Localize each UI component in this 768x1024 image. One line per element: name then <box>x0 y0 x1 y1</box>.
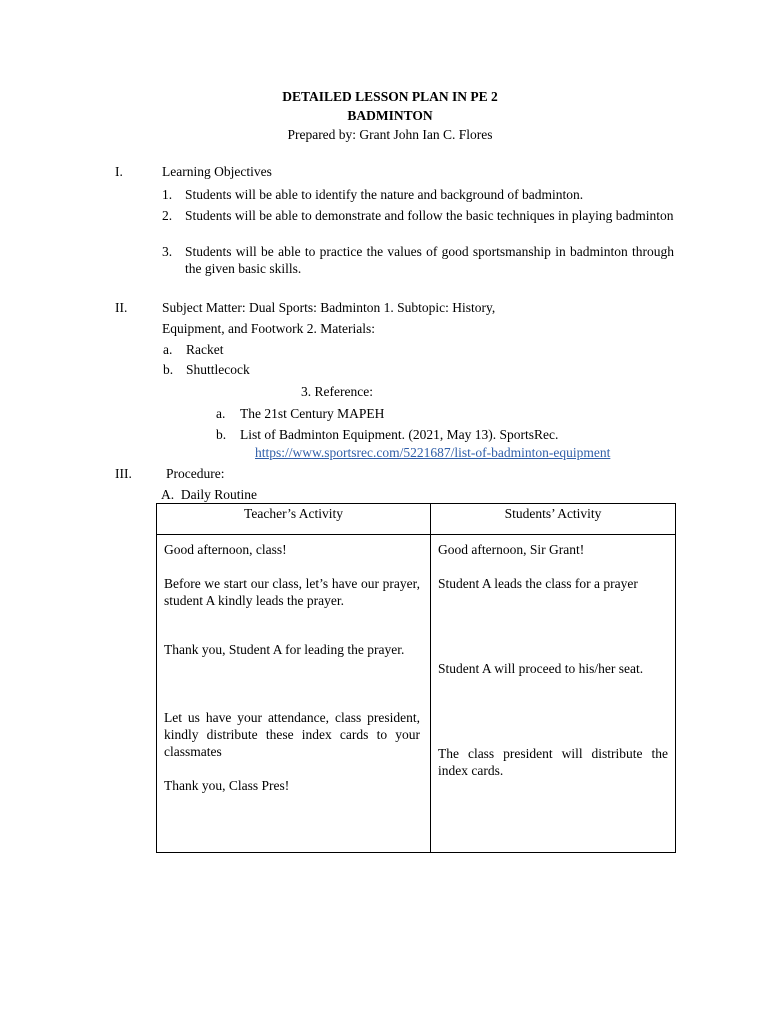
teacher-line: Thank you, Student A for leading the prayer. <box>164 642 405 657</box>
student-line: The class president will distribute the index cards. <box>438 746 668 778</box>
teacher-line: Thank you, Class Pres! <box>164 778 290 793</box>
daily-routine-heading: A. Daily Routine <box>161 487 257 502</box>
subject-matter-line2: Equipment, and Footwork 2. Materials: <box>162 321 375 336</box>
table-row <box>157 535 676 853</box>
students-activity-header: Students’ Activity <box>431 504 676 535</box>
student-line: Student A leads the class for a prayer <box>438 576 638 591</box>
objective-number: 1. <box>162 187 173 202</box>
teacher-line: Before we start our class, let’s have our prayer, student A kindly leads the prayer. <box>164 576 420 608</box>
objective-text: Students will be able to practice the values of good sportsmanship in badminton through the given basic skills. <box>185 244 674 276</box>
section-heading-objectives: Learning Objectives <box>162 164 272 179</box>
teacher-line: Let us have your attendance, class president, kindly distribute these index cards to your classmates <box>164 710 420 759</box>
objective-text: Students will be able to demonstrate and follow the basic techniques in playing badminton <box>185 208 674 223</box>
material-item: Racket <box>186 342 224 357</box>
student-line: Good afternoon, Sir Grant! <box>438 542 585 557</box>
reference-item: The 21st Century MAPEH <box>240 406 385 421</box>
reference-heading: 3. Reference: <box>301 384 373 399</box>
section-numeral-1: I. <box>115 164 123 179</box>
material-letter: b. <box>163 362 174 377</box>
reference-item: List of Badminton Equipment. (2021, May 13). SportsRec. <box>240 427 559 442</box>
teacher-activity-header: Teacher’s Activity <box>157 504 431 535</box>
objective-number: 2. <box>162 208 173 223</box>
objective-text: Students will be able to identify the nature and background of badminton. <box>185 187 584 202</box>
prepared-by: Prepared by: Grant John Ian C. Flores <box>287 127 493 142</box>
teacher-activity-cell <box>157 535 431 853</box>
document-subtitle: BADMINTON <box>347 108 433 123</box>
students-activity-cell <box>431 535 676 853</box>
material-item: Shuttlecock <box>186 362 250 377</box>
table-header-row <box>157 504 676 535</box>
reference-letter: b. <box>216 427 227 442</box>
subject-matter-line1: Subject Matter: Dual Sports: Badminton 1. Subtopic: History, <box>162 300 496 315</box>
teacher-line: Good afternoon, class! <box>164 542 287 557</box>
section-heading-procedure: Procedure: <box>166 466 225 481</box>
student-line: Student A will proceed to his/her seat. <box>438 661 644 676</box>
section-numeral-2: II. <box>115 300 128 315</box>
objective-number: 3. <box>162 244 173 259</box>
daily-routine-table <box>156 503 676 853</box>
material-letter: a. <box>163 342 173 357</box>
reference-link[interactable]: https://www.sportsrec.com/5221687/list-of-badminton-equipment <box>255 445 611 460</box>
document-title: DETAILED LESSON PLAN IN PE 2 <box>282 89 498 104</box>
section-numeral-3: III. <box>115 466 132 481</box>
reference-letter: a. <box>216 406 226 421</box>
